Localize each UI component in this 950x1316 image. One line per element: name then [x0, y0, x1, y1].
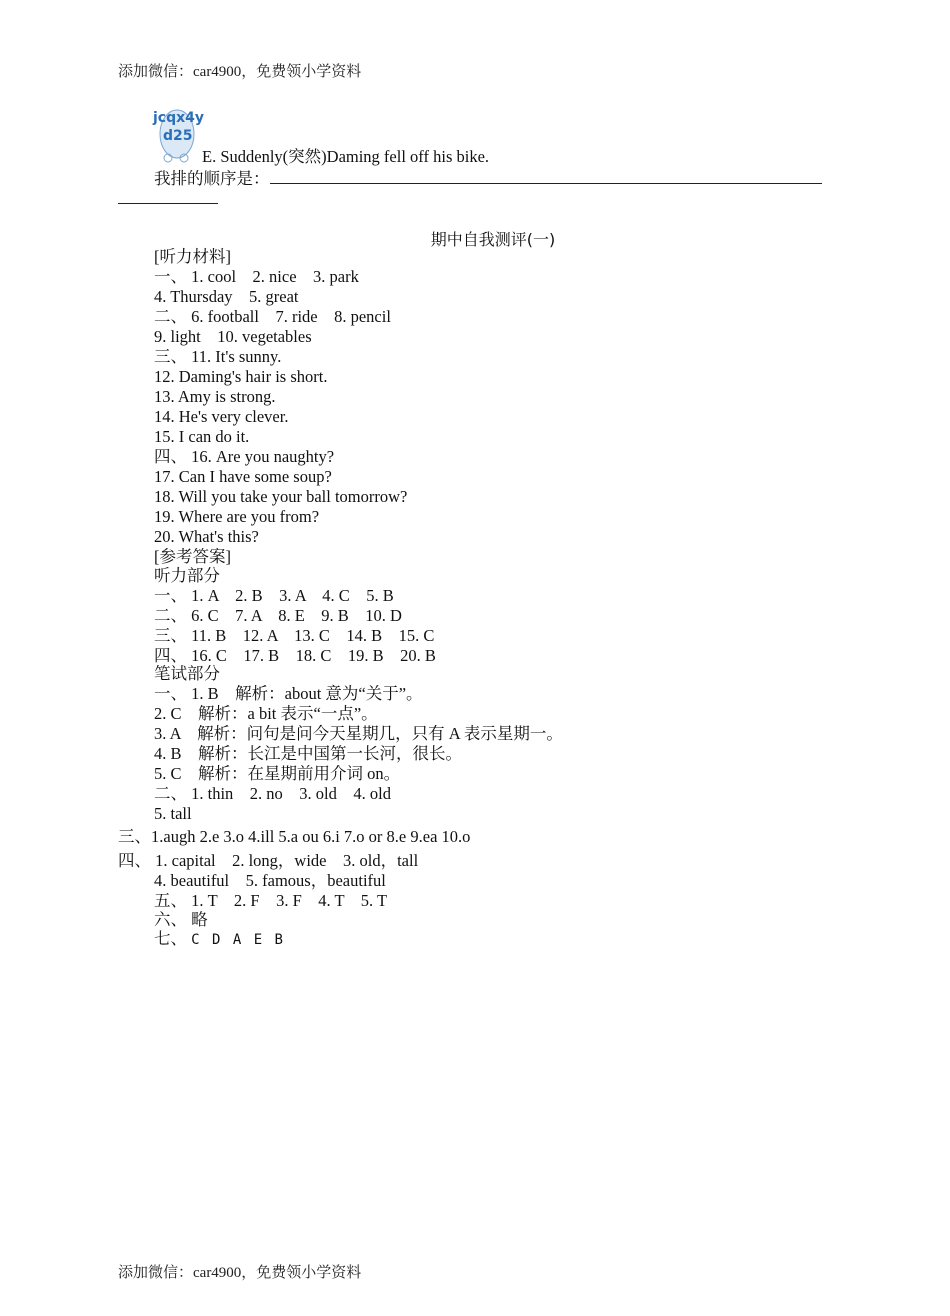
section-6-answers: 六、 略 [154, 910, 208, 929]
section-7-value: C D A E B [191, 932, 285, 948]
section-title: 期中自我测评(一) [430, 230, 556, 249]
watermark-logo [150, 104, 204, 166]
listening-line: 17. Can I have some soup? [154, 467, 332, 486]
page-header: 添加微信：car4900，免费领小学资料 [118, 64, 362, 80]
sentence-e: E. Suddenly(突然)Daming fell off his bike. [202, 147, 490, 166]
listening-line: 15. I can do it. [154, 427, 250, 446]
listening-line: 18. Will you take your ball tomorrow? [154, 487, 408, 506]
page-footer: 添加微信：car4900，免费领小学资料 [118, 1265, 362, 1281]
listening-answer-line: 二、 6. C 7. A 8. E 9. B 10. D [154, 606, 402, 625]
svg-text:d25: d25 [163, 128, 193, 144]
listening-answer-line: 三、 11. B 12. A 13. C 14. B 15. C [154, 626, 435, 645]
listening-line: 14. He's very clever. [154, 407, 289, 426]
listening-material-label: [听力材料] [154, 247, 231, 266]
written-answer-line: 5. tall [154, 804, 192, 823]
answer-blank-tail [118, 187, 218, 204]
listening-line: 四、 16. Are you naughty? [154, 447, 335, 466]
written-answer-line: 4. B 解析：长江是中国第一长河，很长。 [154, 744, 463, 763]
listening-line: 一、 1. cool 2. nice 3. park [154, 267, 359, 286]
order-label: 我排的顺序是： [154, 169, 270, 188]
written-answer-line: 二、 1. thin 2. no 3. old 4. old [154, 784, 391, 803]
listening-line: 13. Amy is strong. [154, 387, 276, 406]
listening-answer-line: 一、 1. A 2. B 3. A 4. C 5. B [154, 586, 394, 605]
section-4-answers: 四、 1. capital 2. long，wide 3. old，tall [118, 851, 419, 870]
listening-line: 三、 11. It's sunny. [154, 347, 282, 366]
section-3-answers: 三、1.augh 2.e 3.o 4.ill 5.a ou 6.i 7.o or 8.e 9.ea 10.o [118, 827, 471, 846]
written-answer-line: 一、 1. B 解析：about 意为“关于”。 [154, 684, 423, 703]
section-4-answers-cont: 4. beautiful 5. famous，beautiful [154, 871, 386, 890]
listening-line: 二、 6. football 7. ride 8. pencil [154, 307, 391, 326]
listening-line: 19. Where are you from? [154, 507, 320, 526]
written-answer-line: 5. C 解析：在星期前用介词 on。 [154, 764, 401, 783]
section-7-answers [154, 929, 285, 950]
listening-line: 4. Thursday 5. great [154, 287, 299, 306]
answer-blank-continued [118, 187, 218, 209]
listening-line: 12. Daming's hair is short. [154, 367, 328, 386]
listening-part-label: 听力部分 [154, 566, 220, 585]
svg-text:jcqx4y: jcqx4y [153, 110, 204, 126]
written-answer-line: 3. A 解析：问句是问今天星期几，只有 A 表示星期一。 [154, 724, 563, 743]
listening-line: 20. What's this? [154, 527, 259, 546]
written-answer-line: 2. C 解析：a bit 表示“一点”。 [154, 704, 378, 723]
answer-blank [270, 167, 822, 184]
listening-answer-line: 四、 16. C 17. B 18. C 19. B 20. B [154, 646, 436, 665]
section-7-label: 七、 [154, 929, 187, 948]
listening-line: 9. light 10. vegetables [154, 327, 312, 346]
section-5-answers: 五、 1. T 2. F 3. F 4. T 5. T [154, 891, 388, 910]
answers-label: [参考答案] [154, 547, 231, 566]
written-part-label: 笔试部分 [154, 664, 220, 683]
order-answer-line [154, 167, 822, 189]
